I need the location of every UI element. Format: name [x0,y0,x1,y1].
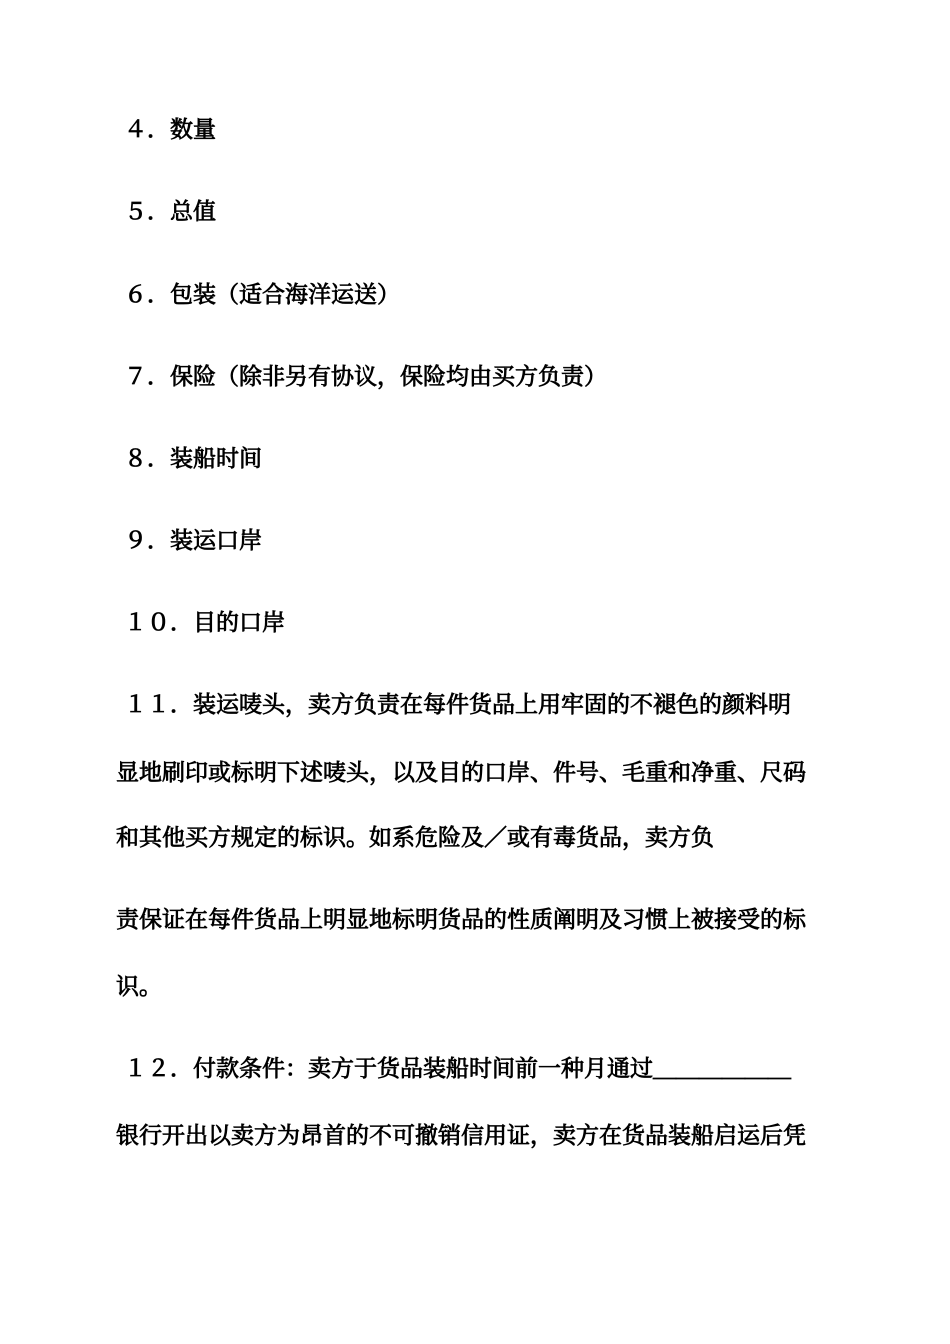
item-total-value: ５．总值 [124,199,216,225]
item-shipment-time: ８．装船时间 [124,446,262,472]
clause-11-line: 责保证在每件货品上明显地标明货品的性质阐明及习惯上被接受的标 [116,907,806,933]
clause-11-line: 识。 [116,974,162,1000]
clause-11-line: 和其他买方规定的标识。如系危险及／或有毒货品，卖方负 [116,825,714,851]
item-packing: ６．包装（适合海洋运送） [124,282,400,308]
clause-12-line: １２．付款条件：卖方于货品装船时间前一种月通过＿＿＿＿＿＿ [124,1056,791,1082]
clause-12-line: 银行开出以卖方为昂首的不可撤销信用证，卖方在货品装船启运后凭 [116,1123,806,1149]
item-insurance: ７．保险（除非另有协议，保险均由买方负责） [124,364,607,390]
clause-11-line: 显地刷印或标明下述唛头，以及目的口岸、件号、毛重和净重、尺码 [116,760,806,786]
item-quantity: ４．数量 [124,117,216,143]
item-port-of-destination: １０．目的口岸 [124,610,285,636]
clause-11-line: １１．装运唛头，卖方负责在每件货品上用牢固的不褪色的颜料明 [124,692,791,718]
item-port-of-shipment: ９．装运口岸 [124,528,262,554]
